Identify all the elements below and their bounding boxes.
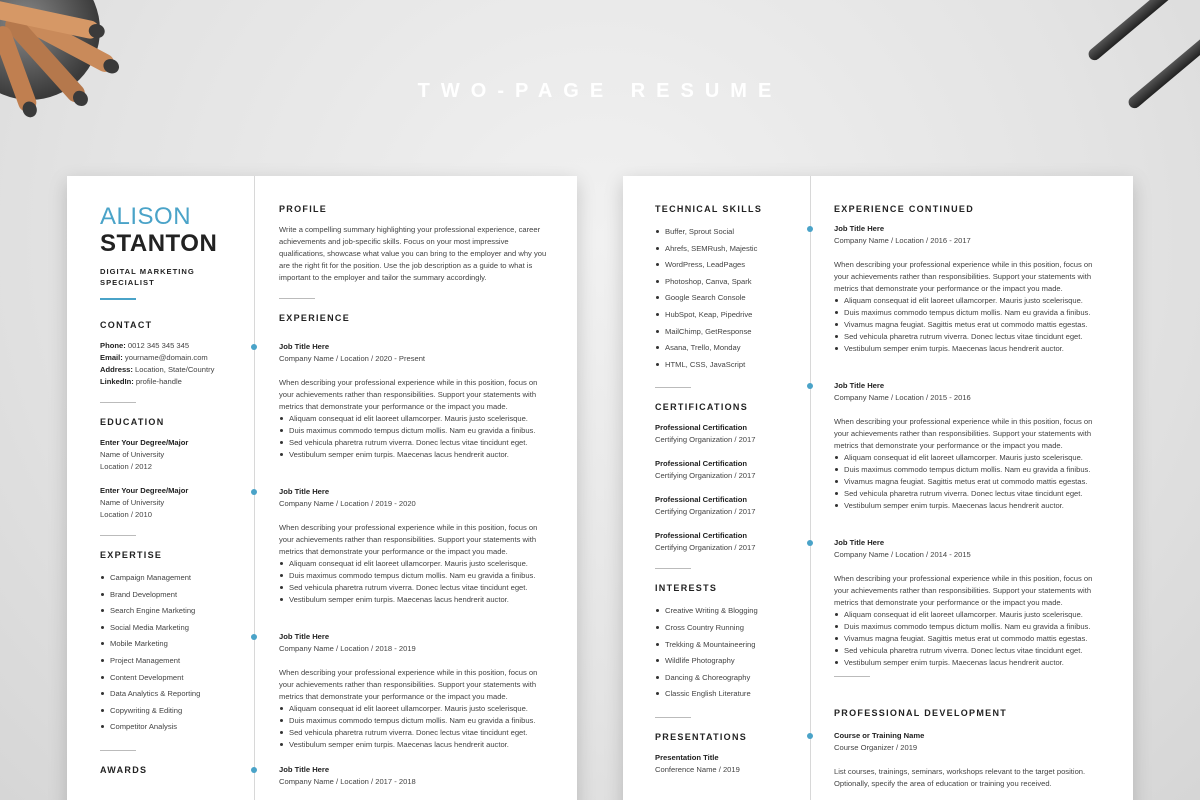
list-item: Dancing & Choreography: [655, 670, 800, 687]
profile-heading: PROFILE: [279, 204, 328, 214]
section-rule: [834, 676, 870, 677]
list-item: WordPress, LeadPages: [655, 257, 800, 274]
list-item: Duis maximus commodo tempus dictum mollis. Nam eu gravida a finibus.: [279, 425, 549, 437]
list-item: Google Search Console: [655, 290, 800, 307]
timeline-dot: [807, 226, 813, 232]
timeline-dot: [251, 634, 257, 640]
linkedin-label: LinkedIn:: [100, 377, 134, 386]
interests-heading: INTERESTS: [655, 583, 718, 594]
main-column: [834, 204, 1104, 224]
job-bullets: [279, 413, 549, 461]
phone-label: Phone:: [100, 341, 126, 350]
last-name: STANTON: [100, 230, 218, 257]
banner-title: TWO-PAGE RESUME: [417, 80, 783, 102]
list-item: Vestibulum semper enim turpis. Maecenas lacus hendrerit auctor.: [834, 657, 1104, 669]
contact-heading: CONTACT: [100, 320, 153, 330]
expertise-heading: EXPERTISE: [100, 550, 163, 560]
timeline-dot: [251, 489, 257, 495]
job-bullets: [834, 452, 1104, 512]
section-rule: [100, 402, 136, 403]
section-rule: [100, 535, 136, 536]
list-item: MailChimp, GetResponse: [655, 324, 800, 341]
cert-item: [655, 530, 800, 554]
job-description: When describing your professional experience while in this position, focus on your achievements rather than responsibilities. Support your statements with metrics that demonstrate your performance or the impact you made.: [279, 378, 538, 411]
degree: Enter Your Degree/Major: [100, 486, 189, 495]
list-item: Aliquam consequat id elit laoreet ullamcorper. Mauris justo scelerisque.: [279, 558, 549, 570]
course-subtitle: Course Organizer / 2019: [834, 743, 918, 752]
phone-value: 0012 345 345 345: [127, 341, 190, 350]
cert-item: [655, 458, 800, 482]
job-description: When describing your professional experience while in this position, focus on your achievements rather than responsibilities. Support your statements with metrics that demonstrate your performance or the impact you made.: [834, 417, 1093, 450]
course-description: List courses, trainings, seminars, workshops relevant to the target position. Optionally, specify the area of education or training you received.: [834, 767, 1086, 788]
cert-item: [655, 422, 800, 446]
list-item: Asana, Trello, Monday: [655, 340, 800, 357]
first-name: ALISON: [100, 203, 192, 230]
job-subtitle: Company Name / Location / 2014 - 2015: [834, 550, 971, 559]
degree: Enter Your Degree/Major: [100, 438, 189, 447]
list-item: Mobile Marketing: [100, 636, 240, 653]
list-item: Duis maximus commodo tempus dictum mollis. Nam eu gravida a finibus.: [279, 570, 549, 582]
job-subtitle: Company Name / Location / 2016 - 2017: [834, 236, 971, 245]
address-label: Address:: [100, 365, 133, 374]
skills-list: [655, 224, 800, 373]
job-entry: [279, 764, 549, 800]
list-item: Trekking & Mountaineering: [655, 637, 800, 654]
list-item: Brand Development: [100, 587, 240, 604]
list-item: Duis maximus commodo tempus dictum mollis. Nam eu gravida a finibus.: [834, 621, 1104, 633]
skills-heading: TECHNICAL SKILLS: [655, 204, 763, 214]
education-item: [100, 437, 240, 473]
job-subtitle: Company Name / Location / 2020 - Present: [279, 354, 426, 363]
job-description: When describing your professional experience while in this position, focus on your achievements rather than responsibilities. Support your statements with metrics that demonstrate your performance or the impact you made.: [834, 574, 1093, 607]
list-item: Vivamus magna feugiat. Sagittis metus erat ut commodo mattis egestas.: [834, 319, 1104, 331]
list-item: Vestibulum semper enim turpis. Maecenas lacus hendrerit auctor.: [834, 500, 1104, 512]
list-item: Vivamus magna feugiat. Sagittis metus erat ut commodo mattis egestas.: [834, 476, 1104, 488]
professional-development: [834, 708, 1104, 728]
main-column: [279, 204, 549, 333]
list-item: Duis maximus commodo tempus dictum mollis. Nam eu gravida a finibus.: [834, 464, 1104, 476]
cert-name: Professional Certification: [655, 495, 747, 505]
list-item: Aliquam consequat id elit laoreet ullamcorper. Mauris justo scelerisque.: [834, 295, 1104, 307]
school-location: Location / 2010: [100, 510, 152, 519]
job-entry: [279, 486, 549, 606]
job-subtitle: Company Name / Location / 2015 - 2016: [834, 393, 971, 402]
experience-heading: EXPERIENCE: [279, 313, 351, 323]
list-item: Sed vehicula pharetra rutrum viverra. Donec lectus vitae tincidunt eget.: [279, 437, 549, 449]
school: Name of University: [100, 498, 165, 507]
job-title: Job Title Here: [834, 381, 885, 390]
job-title: Job Title Here: [279, 342, 330, 351]
resume-page-1: [67, 176, 577, 800]
presentation-title: Presentation Title: [655, 752, 719, 762]
job-subtitle: Company Name / Location / 2019 - 2020: [279, 499, 416, 508]
timeline-dot: [807, 383, 813, 389]
section-rule: [655, 568, 691, 569]
exp-continued-heading: EXPERIENCE CONTINUED: [834, 204, 975, 214]
list-item: Aliquam consequat id elit laoreet ullamcorper. Mauris justo scelerisque.: [279, 413, 549, 425]
job-description: When describing your professional experience while in this position, focus on your achievements rather than responsibilities. Support your statements with metrics that demonstrate your performance or the impact you made.: [834, 260, 1093, 293]
job-bullets: [834, 295, 1104, 355]
education-item: [100, 485, 240, 521]
list-item: Buffer, Sprout Social: [655, 224, 800, 241]
list-item: Vivamus magna feugiat. Sagittis metus erat ut commodo mattis egestas.: [834, 633, 1104, 645]
education-heading: EDUCATION: [100, 417, 165, 427]
job-entry: [279, 631, 549, 751]
resume-page-2: [623, 176, 1133, 800]
course-entry: [834, 730, 1104, 790]
job-subtitle: Company Name / Location / 2018 - 2019: [279, 644, 416, 653]
list-item: Wildlife Photography: [655, 653, 800, 670]
job-entry: [834, 380, 1104, 512]
job-bullets: [834, 609, 1104, 669]
list-item: Vestibulum semper enim turpis. Maecenas lacus hendrerit auctor.: [279, 739, 549, 751]
sidebar-column: [655, 204, 800, 776]
list-item: Vestibulum semper enim turpis. Maecenas lacus hendrerit auctor.: [834, 343, 1104, 355]
job-bullets: [279, 703, 549, 751]
job-title: Job Title Here: [834, 224, 885, 233]
list-item: Duis maximus commodo tempus dictum mollis. Nam eu gravida a finibus.: [279, 715, 549, 727]
list-item: Sed vehicula pharetra rutrum viverra. Donec lectus vitae tincidunt eget.: [834, 645, 1104, 657]
list-item: HubSpot, Keap, Pipedrive: [655, 307, 800, 324]
certifications-heading: CERTIFICATIONS: [655, 402, 749, 413]
list-item: Duis maximus commodo tempus dictum mollis. Nam eu gravida a finibus.: [834, 307, 1104, 319]
prof-dev-heading: PROFESSIONAL DEVELOPMENT: [834, 708, 1008, 718]
job-entry: [834, 223, 1104, 355]
job-description: When describing your professional experience while in this position, focus on your achievements rather than responsibilities. Support your statements with metrics that demonstrate your performance or the impact you made.: [279, 523, 538, 556]
column-divider: [254, 176, 255, 800]
list-item: Creative Writing & Blogging: [655, 603, 800, 620]
list-item: Copywriting & Editing: [100, 703, 240, 720]
cert-name: Professional Certification: [655, 423, 747, 433]
list-item: Data Analytics & Reporting: [100, 686, 240, 703]
section-rule: [279, 298, 315, 299]
profile-text: Write a compelling summary highlighting your professional experience, career achievements and job-specific skills. Focus on your most impressive qualifications, showcase what value you can bring to the employer and why you are the right fit for the position. Use the job description as a guide to what is important to the employer and tailor the summary accordingly.: [279, 225, 547, 282]
list-item: Photoshop, Canva, Spark: [655, 274, 800, 291]
list-item: Sed vehicula pharetra rutrum viverra. Donec lectus vitae tincidunt eget.: [834, 488, 1104, 500]
job-role: DIGITAL MARKETING SPECIALIST: [100, 267, 195, 287]
course-title: Course or Training Name: [834, 731, 925, 740]
list-item: Cross Country Running: [655, 620, 800, 637]
list-item: Competitor Analysis: [100, 719, 240, 736]
timeline-dot: [251, 767, 257, 773]
section-rule: [100, 750, 136, 751]
cert-name: Professional Certification: [655, 531, 747, 541]
job-title: Job Title Here: [279, 632, 330, 641]
job-title: Job Title Here: [834, 538, 885, 547]
expertise-list: [100, 570, 240, 736]
accent-rule: [100, 298, 136, 300]
list-item: Vestibulum semper enim turpis. Maecenas lacus hendrerit auctor.: [279, 594, 549, 606]
job-description: When describing your professional experience while in this position, focus on your achievements rather than responsibilities. Support your statements with metrics that demonstrate your performance or the impact you made.: [279, 668, 538, 701]
list-item: Aliquam consequat id elit laoreet ullamcorper. Mauris justo scelerisque.: [279, 703, 549, 715]
job-subtitle: Company Name / Location / 2017 - 2018: [279, 777, 416, 786]
contact-section: [100, 320, 240, 388]
timeline-dot: [807, 540, 813, 546]
list-item: Aliquam consequat id elit laoreet ullamcorper. Mauris justo scelerisque.: [834, 452, 1104, 464]
job-title: Job Title Here: [279, 765, 330, 774]
cert-org: Certifying Organization / 2017: [655, 471, 756, 481]
column-divider: [810, 176, 811, 800]
school-location: Location / 2012: [100, 462, 152, 471]
list-item: Sed vehicula pharetra rutrum viverra. Donec lectus vitae tincidunt eget.: [834, 331, 1104, 343]
list-item: Campaign Management: [100, 570, 240, 587]
cert-org: Certifying Organization / 2017: [655, 543, 756, 553]
section-rule: [655, 387, 691, 388]
timeline-dot: [251, 344, 257, 350]
presentations-heading: PRESENTATIONS: [655, 731, 748, 742]
list-item: Project Management: [100, 653, 240, 670]
cert-org: Certifying Organization / 2017: [655, 435, 756, 445]
sidebar-column: [100, 204, 240, 785]
education-section: [100, 417, 240, 521]
presentation-sub: Conference Name / 2019: [655, 764, 740, 774]
job-entry: [834, 537, 1104, 669]
school: Name of University: [100, 450, 165, 459]
email-label: Email:: [100, 353, 123, 362]
address-value: Location, State/Country: [135, 365, 215, 374]
section-rule: [655, 717, 691, 718]
email-value: yourname@domain.com: [124, 353, 208, 362]
cert-org: Certifying Organization / 2017: [655, 507, 756, 517]
list-item: Sed vehicula pharetra rutrum viverra. Donec lectus vitae tincidunt eget.: [279, 727, 549, 739]
awards-heading: AWARDS: [100, 764, 148, 775]
list-item: HTML, CSS, JavaScript: [655, 357, 800, 374]
job-bullets: [279, 558, 549, 606]
list-item: Social Media Marketing: [100, 620, 240, 637]
cert-name: Professional Certification: [655, 459, 747, 469]
job-title: Job Title Here: [279, 487, 330, 496]
list-item: Sed vehicula pharetra rutrum viverra. Donec lectus vitae tincidunt eget.: [279, 582, 549, 594]
list-item: Classic English Literature: [655, 686, 800, 703]
list-item: Ahrefs, SEMRush, Majestic: [655, 241, 800, 258]
cert-item: [655, 494, 800, 518]
list-item: Vestibulum semper enim turpis. Maecenas lacus hendrerit auctor.: [279, 449, 549, 461]
list-item: Aliquam consequat id elit laoreet ullamcorper. Mauris justo scelerisque.: [834, 609, 1104, 621]
interests-list: [655, 603, 800, 703]
job-entry: [279, 341, 549, 461]
expertise-section: [100, 550, 240, 736]
list-item: Content Development: [100, 670, 240, 687]
list-item: Search Engine Marketing: [100, 603, 240, 620]
linkedin-value: profile-handle: [135, 377, 182, 386]
timeline-dot: [807, 733, 813, 739]
